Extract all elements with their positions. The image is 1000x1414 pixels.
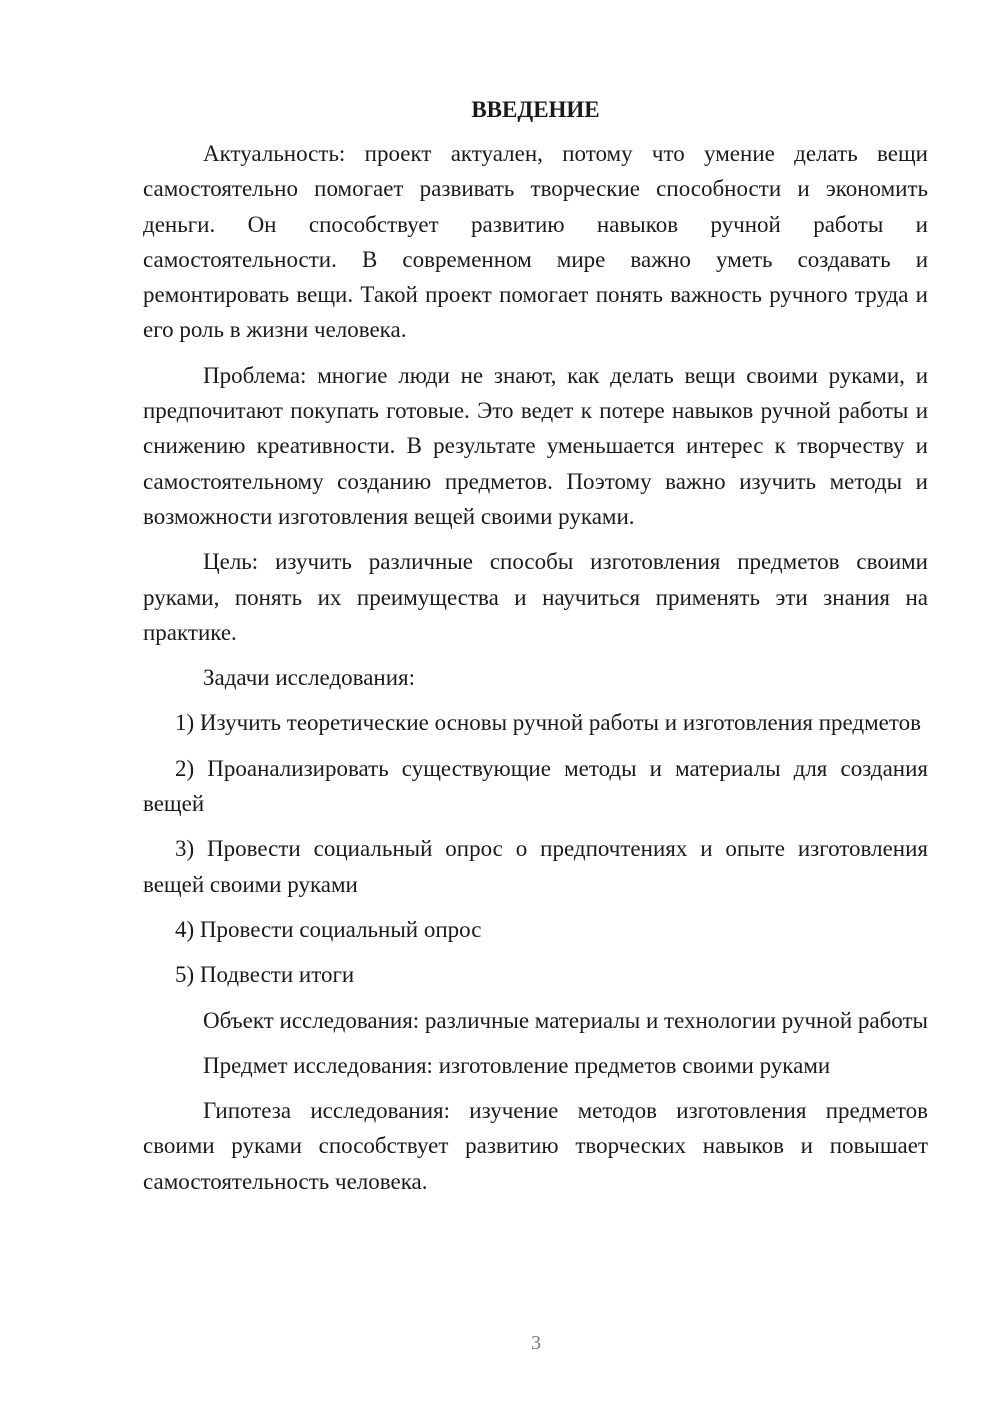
- goal-paragraph: Цель: изучить различные способы изготовления предметов своими руками, понять их преимущества и научиться применять эти знания на практике.: [143, 549, 928, 645]
- tasks-heading: Задачи исследования:: [203, 665, 416, 691]
- page-number: 3: [531, 1332, 541, 1354]
- subject-paragraph: Предмет исследования: изготовление предметов своими руками: [203, 1052, 831, 1078]
- object-paragraph: Объект исследования: различные материалы и технологии ручной работы: [203, 1007, 929, 1033]
- page-content: [143, 92, 928, 1209]
- problem-paragraph: Проблема: многие люди не знают, как делать вещи своими руками, и предпочитают покупать готовые. Это ведет к потере навыков ручной работы и снижению креативности. В результате уменьшается интерес к творчеству и самостоятельному созданию предметов. Поэтому важно изучить методы и возможности изготовления вещей своими руками.: [143, 362, 928, 529]
- hypothesis-paragraph: Гипотеза исследования: изучение методов изготовления предметов своими руками способствует развитию творческих навыков и повышает самостоятельность человека.: [143, 1098, 928, 1194]
- task-item: 2) Проанализировать существующие методы и материалы для создания вещей: [143, 755, 928, 817]
- task-item: 5) Подвести итоги: [175, 962, 355, 988]
- section-title: ВВЕДЕНИЕ: [471, 97, 600, 122]
- relevance-paragraph: Актуальность: проект актуален, потому что умение делать вещи самостоятельно помогает развивать творческие способности и экономить деньги. Он способствует развитию навыков ручной работы и самостоятельности. В современном мире важно уметь создавать и ремонтировать вещи. Такой проект помогает понять важность ручного труда и его роль в жизни человека.: [143, 141, 928, 343]
- task-item: 3) Провести социальный опрос о предпочтениях и опыте изготовления вещей своими руками: [143, 836, 928, 897]
- task-item: 4) Провести социальный опрос: [175, 916, 482, 942]
- task-item: 1) Изучить теоретические основы ручной работы и изготовления предметов: [175, 710, 921, 736]
